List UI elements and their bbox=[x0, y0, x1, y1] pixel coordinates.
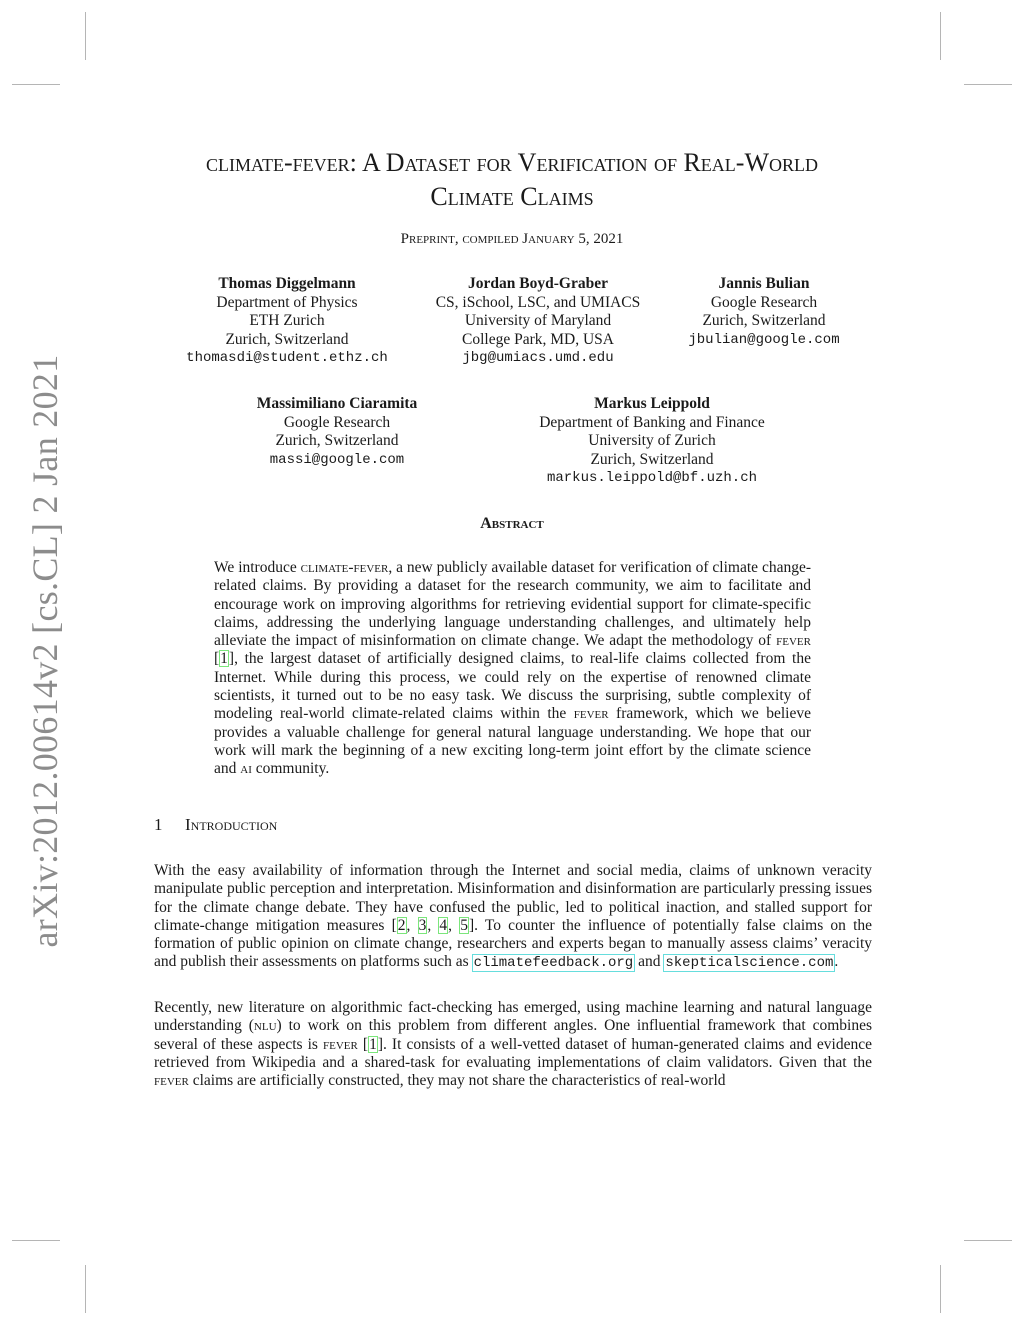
crop-mark-bottom-left-h bbox=[12, 1240, 60, 1241]
author-affiliation: Zurich, Switzerland bbox=[275, 432, 399, 449]
section-number: 1 bbox=[154, 815, 163, 834]
title-line-2: Climate Claims bbox=[430, 182, 594, 211]
author-affiliation: University of Zurich bbox=[588, 432, 716, 449]
author-affiliation: University of Maryland bbox=[464, 312, 612, 329]
arxiv-identifier: arXiv:2012.00614v2 [cs.CL] 2 Jan 2021 bbox=[25, 354, 65, 948]
crop-mark-bottom-right-h bbox=[964, 1240, 1012, 1241]
crop-mark-bottom-right bbox=[940, 1265, 941, 1313]
author-affiliation: CS, iSchool, LSC, and UMIACS bbox=[435, 293, 641, 311]
author-block bbox=[512, 395, 792, 488]
acronym: nlu bbox=[253, 1017, 277, 1035]
author-email: thomasdi@student.ethz.ch bbox=[186, 350, 388, 366]
title-line-1: climate-fever: A Dataset for Verification of Real-World bbox=[206, 148, 818, 177]
intro-paragraph-2: Recently, new literature on algorithmic fact-checking has emerged, using machine learning and natural language understanding (nlu) to work on this problem from different angles. One influential framework that combines several of these aspects is fever [1]. It consists of a well-vetted dataset of human-generated claims and evidence retrieved from Wikipedia and a shared-task for evaluating implementations of claim validators. Given that the fever claims are artificially constructed, they may not share the characteristics of real-world bbox=[154, 999, 872, 1090]
crop-mark-bottom-left bbox=[85, 1265, 86, 1313]
author-affiliation: Zurich, Switzerland bbox=[702, 312, 826, 329]
preprint-date: Preprint, compiled January 5, 2021 bbox=[400, 231, 624, 247]
author-block bbox=[413, 275, 663, 368]
author-affiliation: Zurich, Switzerland bbox=[225, 330, 349, 348]
dataset-name: fever bbox=[323, 1035, 358, 1053]
author-name: Jordan Boyd-Graber bbox=[468, 275, 608, 292]
author-name: Massimiliano Ciaramita bbox=[256, 395, 418, 412]
author-name: Jannis Bulian bbox=[718, 275, 810, 292]
author-name: Thomas Diggelmann bbox=[218, 275, 356, 292]
abstract-text: We introduce climate-fever, a new publicly available dataset for verification of climate change-related claims. By providing a dataset for the research community, we aim to facilitate and encourage work on improving algorithms for retrieving evidential support for climate-specific claims, addressing the underlying language understanding challenges, and ultimately help alleviate the impact of misinformation on climate change. We adapt the methodology of fever [1], the largest dataset of artificially designed claims, to real-life claims collected from the Internet. While during this process, we could rely on the expertise of renowned climate scientists, it turned out to be no easy task. We discuss the surprising, subtle complexity of modeling real-world climate-related claims within the fever framework, which we believe provides a valuable challenge for general natural language understanding. We hope that our work will mark the beginning of a new exciting long-term joint effort by the climate science and ai community. bbox=[214, 559, 811, 778]
dataset-name: fever bbox=[776, 632, 811, 650]
author-affiliation: ETH Zurich bbox=[249, 312, 325, 329]
author-block bbox=[664, 275, 864, 349]
citation-link[interactable]: 1 bbox=[220, 650, 228, 668]
author-affiliation: Google Research bbox=[283, 413, 391, 431]
citation-link[interactable]: 1 bbox=[369, 1035, 377, 1053]
section-heading-introduction bbox=[154, 815, 277, 835]
citation-link[interactable]: 2 bbox=[397, 916, 406, 934]
dataset-name: climate-fever bbox=[300, 559, 389, 576]
url-link[interactable]: climatefeedback.org bbox=[473, 955, 634, 972]
author-email: jbulian@google.com bbox=[688, 331, 840, 348]
intro-paragraph-1: With the easy availability of information through the Internet and social media, claims of unknown veracity manipulate public perception and interpretation. Misinformation and disinformation are particularly pressing issues for the climate change debate. They have confused the public, led to political inaction, and stalled support for climate-change mitigation measures [2, 3, 4, 5]. To counter the influence of potentially false claims on the formation of public opinion on climate change, researchers and experts began to manually assess claims’ veracity and publish their assessments on platforms such as climatefeedback.org and skepticalscience.com. bbox=[154, 862, 873, 972]
acronym: ai bbox=[240, 760, 252, 778]
crop-mark-top-left-h bbox=[12, 84, 60, 85]
dataset-name: fever bbox=[573, 705, 609, 723]
crop-mark-top-left bbox=[85, 12, 86, 60]
author-email: massi@google.com bbox=[269, 451, 405, 468]
author-affiliation: Department of Physics bbox=[216, 293, 358, 311]
abstract-heading: Abstract bbox=[480, 515, 544, 532]
title-dataset-name: climate-fever bbox=[206, 148, 350, 177]
author-email: markus.leippold@bf.uzh.ch bbox=[546, 470, 758, 486]
section-title: Introduction bbox=[185, 815, 278, 834]
author-affiliation: Zurich, Switzerland bbox=[590, 450, 714, 468]
crop-mark-top-right bbox=[940, 12, 941, 60]
crop-mark-top-right-h bbox=[964, 84, 1012, 85]
author-block bbox=[162, 275, 412, 368]
citation-link[interactable]: 4 bbox=[439, 916, 448, 934]
citation-link[interactable]: 3 bbox=[418, 916, 427, 934]
paper-title bbox=[150, 146, 874, 214]
dataset-name: fever bbox=[154, 1072, 189, 1090]
author-email: jbg@umiacs.umd.edu bbox=[462, 350, 614, 366]
author-affiliation: Department of Banking and Finance bbox=[539, 413, 765, 431]
url-link[interactable]: skepticalscience.com bbox=[665, 955, 834, 972]
author-affiliation: Google Research bbox=[710, 293, 818, 311]
author-block bbox=[227, 395, 447, 469]
author-affiliation: College Park, MD, USA bbox=[462, 330, 614, 348]
author-name: Markus Leippold bbox=[594, 395, 710, 412]
citation-link[interactable]: 5 bbox=[460, 916, 468, 934]
